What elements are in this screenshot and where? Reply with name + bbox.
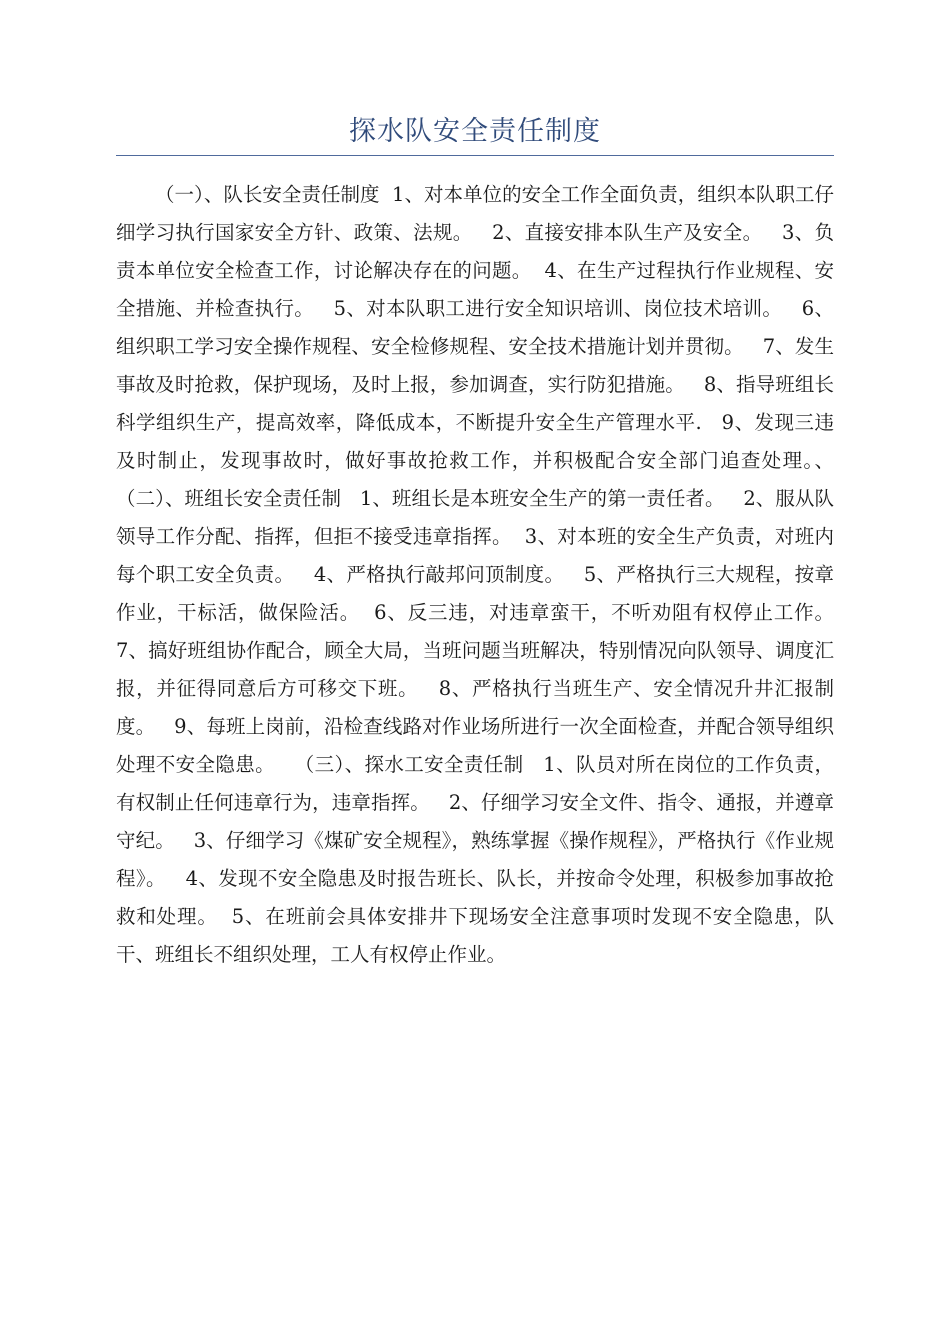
title-underline [116,155,834,156]
document-body: （一）、队长安全责任制度 1、对本单位的安全工作全面负责，组织本队职工仔细学习执行国家安全方针、政策、法规。 2、直接安排本队生产及安全。 3、负责本单位安全检查工作，讨论解决存在的问题。 4、在生产过程执行作业规程、安全措施、并检查执行。 5、对本队职工进行安全知识培训、岗位技术培训。 6、组织职工学习安全操作规程、安全检修规程、安全技术措施计划并贯彻。 7、发生事故及时抢救，保护现场，及时上报，参加调查，实行防犯措施。 8、指导班组长科学组织生产，提高效率，降低成本，不断提升安全生产管理水平. 9、发现三违及时制止，发现事故时，做好事故抢救工作，并积极配合安全部门追查处理。、 （二）、班组长安全责任制 1、班组长是本班安全生产的第一责任者。 2、服从队领导工作分配、指挥，但拒不接受违章指挥。 3、对本班的安全生产负责，对班内每个职工安全负责。 4、严格执行敲邦问顶制度。 5、严格执行三大规程，按章作业，干标活，做保险活。 6、反三违，对违章蛮干，不听劝阻有权停止工作。 7、搞好班组协作配合，顾全大局，当班问题当班解决，特别情况向队领导、调度汇报，并征得同意后方可移交下班。 8、严格执行当班生产、安全情况升井汇报制度。 9、每班上岗前，沿检查线路对作业场所进行一次全面检查，并配合领导组织处理不安全隐患。 （三）、探水工安全责任制 1、队员对所在岗位的工作负责，有权制止任何违章行为，违章指挥。 2、仔细学习安全文件、指令、通报，并遵章守纪。 3、仔细学习《煤矿安全规程》，熟练掌握《操作规程》，严格执行《作业规程》。 4、发现不安全隐患及时报告班长、队长，并按命令处理，积极参加事故抢救和处理。 5、在班前会具体安排井下现场安全注意事项时发现不安全隐患，队干、班组长不组织处理，工人有权停止作业。 [116,183,853,966]
document-title: 探水队安全责任制度 [349,116,601,147]
